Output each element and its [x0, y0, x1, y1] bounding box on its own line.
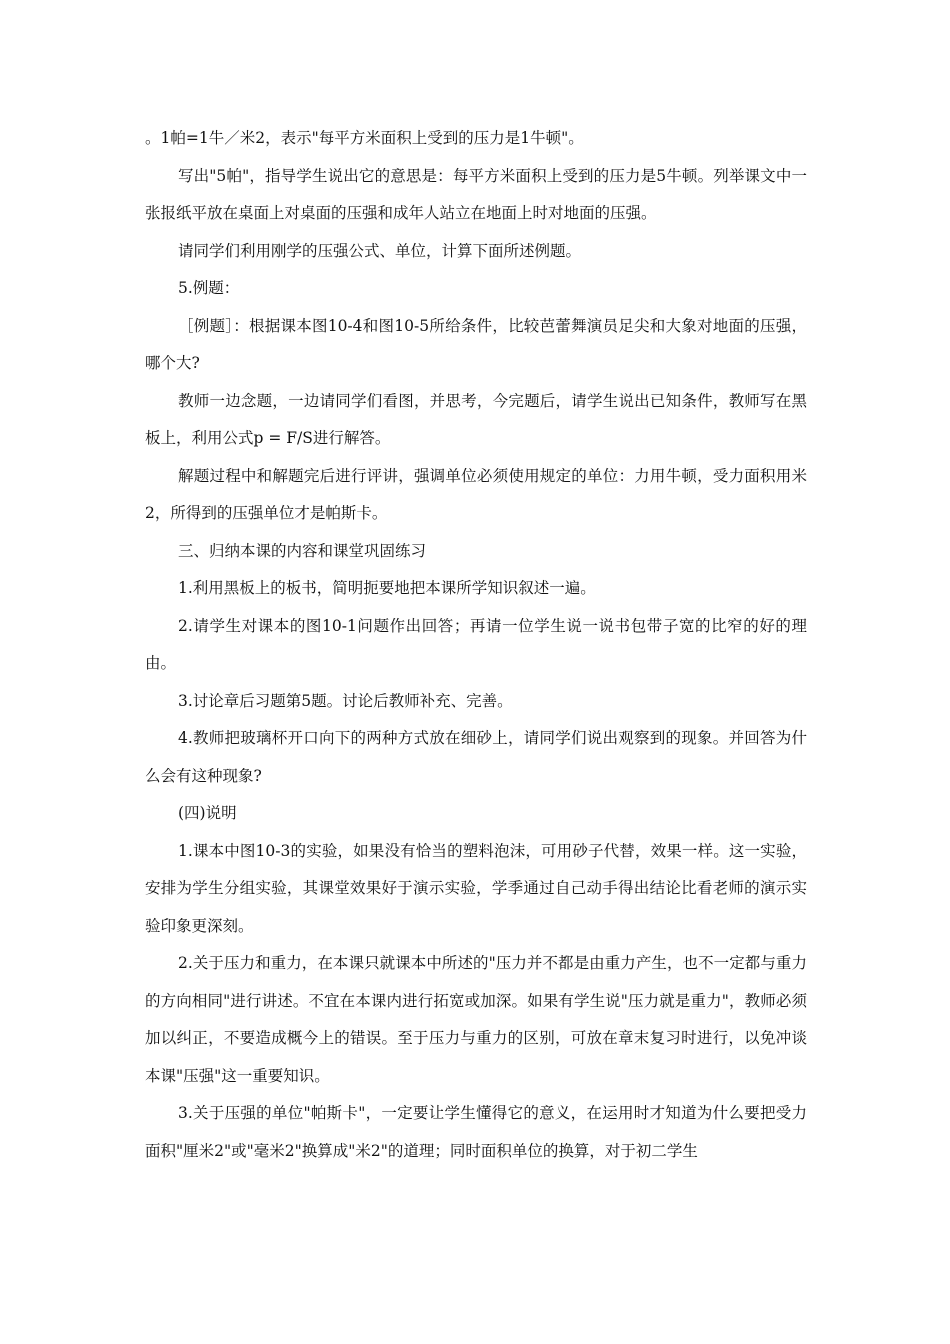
- paragraph: 写出"5帕"，指导学生说出它的意思是：每平方米面积上受到的压力是5牛顿。列举课文中一张报纸平放在桌面上对桌面的压强和成年人站立在地面上时对地面的压强。: [145, 166, 807, 222]
- paragraph: 5.例题：: [178, 279, 240, 297]
- paragraph: 3.关于压强的单位"帕斯卡"，一定要让学生懂得它的意义，在运用时才知道为什么要把受力面积"厘米2"或"毫米2"换算成"米2"的道理；同时面积单位的换算，对于初二学生: [145, 1104, 807, 1160]
- paragraph: 1.课本中图10-3的实验，如果没有恰当的塑料泡沫，可用砂子代替，效果一样。这一实验，安排为学生分组实验，其课堂效果好于演示实验，学季通过自己动手得出结论比看老师的演示实验印象更深刻。: [145, 841, 807, 935]
- paragraph: 解题过程中和解题完后进行评讲，强调单位必须使用规定的单位：力用牛顿，受力面积用米2，所得到的压强单位才是帕斯卡。: [145, 466, 807, 522]
- paragraph: 教师一边念题，一边请同学们看图，并思考，今完题后，请学生说出已知条件，教师写在黑板上，利用公式p = F/S进行解答。: [145, 391, 807, 447]
- paragraph: 。1帕=1牛／米2，表示"每平方米面积上受到的压力是1牛顿"。: [145, 129, 584, 147]
- paragraph: 1.利用黑板上的板书，简明扼要地把本课所学知识叙述一遍。: [178, 579, 596, 597]
- section-heading: 三、归纳本课的内容和课堂巩固练习: [178, 541, 427, 560]
- paragraph: ［例题］：根据课本图10-4和图10-5所给条件，比较芭蕾舞演员足尖和大象对地面的压强，哪个大?: [145, 316, 807, 372]
- paragraph: 请同学们利用刚学的压强公式、单位，计算下面所述例题。: [178, 241, 582, 260]
- section-heading: (四)说明: [178, 804, 237, 822]
- document-body: [145, 120, 807, 1170]
- paragraph: 4.教师把玻璃杯开口向下的两种方式放在细砂上，请同学们说出观察到的现象。并回答为什么会有这种现象?: [145, 729, 807, 785]
- paragraph: 2.关于压力和重力，在本课只就课本中所述的"压力并不都是由重力产生，也不一定都与重力的方向相同"进行讲述。不宜在本课内进行拓宽或加深。如果有学生说"压力就是重力"，教师必须加以纠正，不要造成概今上的错误。至于压力与重力的区别，可放在章末复习时进行，以免冲谈本课"压强"这一重要知识。: [145, 954, 807, 1085]
- paragraph: 2.请学生对课本的图10-1问题作出回答；再请一位学生说一说书包带子宽的比窄的好的理由。: [145, 616, 807, 672]
- paragraph: 3.讨论章后习题第5题。讨论后教师补充、完善。: [178, 691, 513, 710]
